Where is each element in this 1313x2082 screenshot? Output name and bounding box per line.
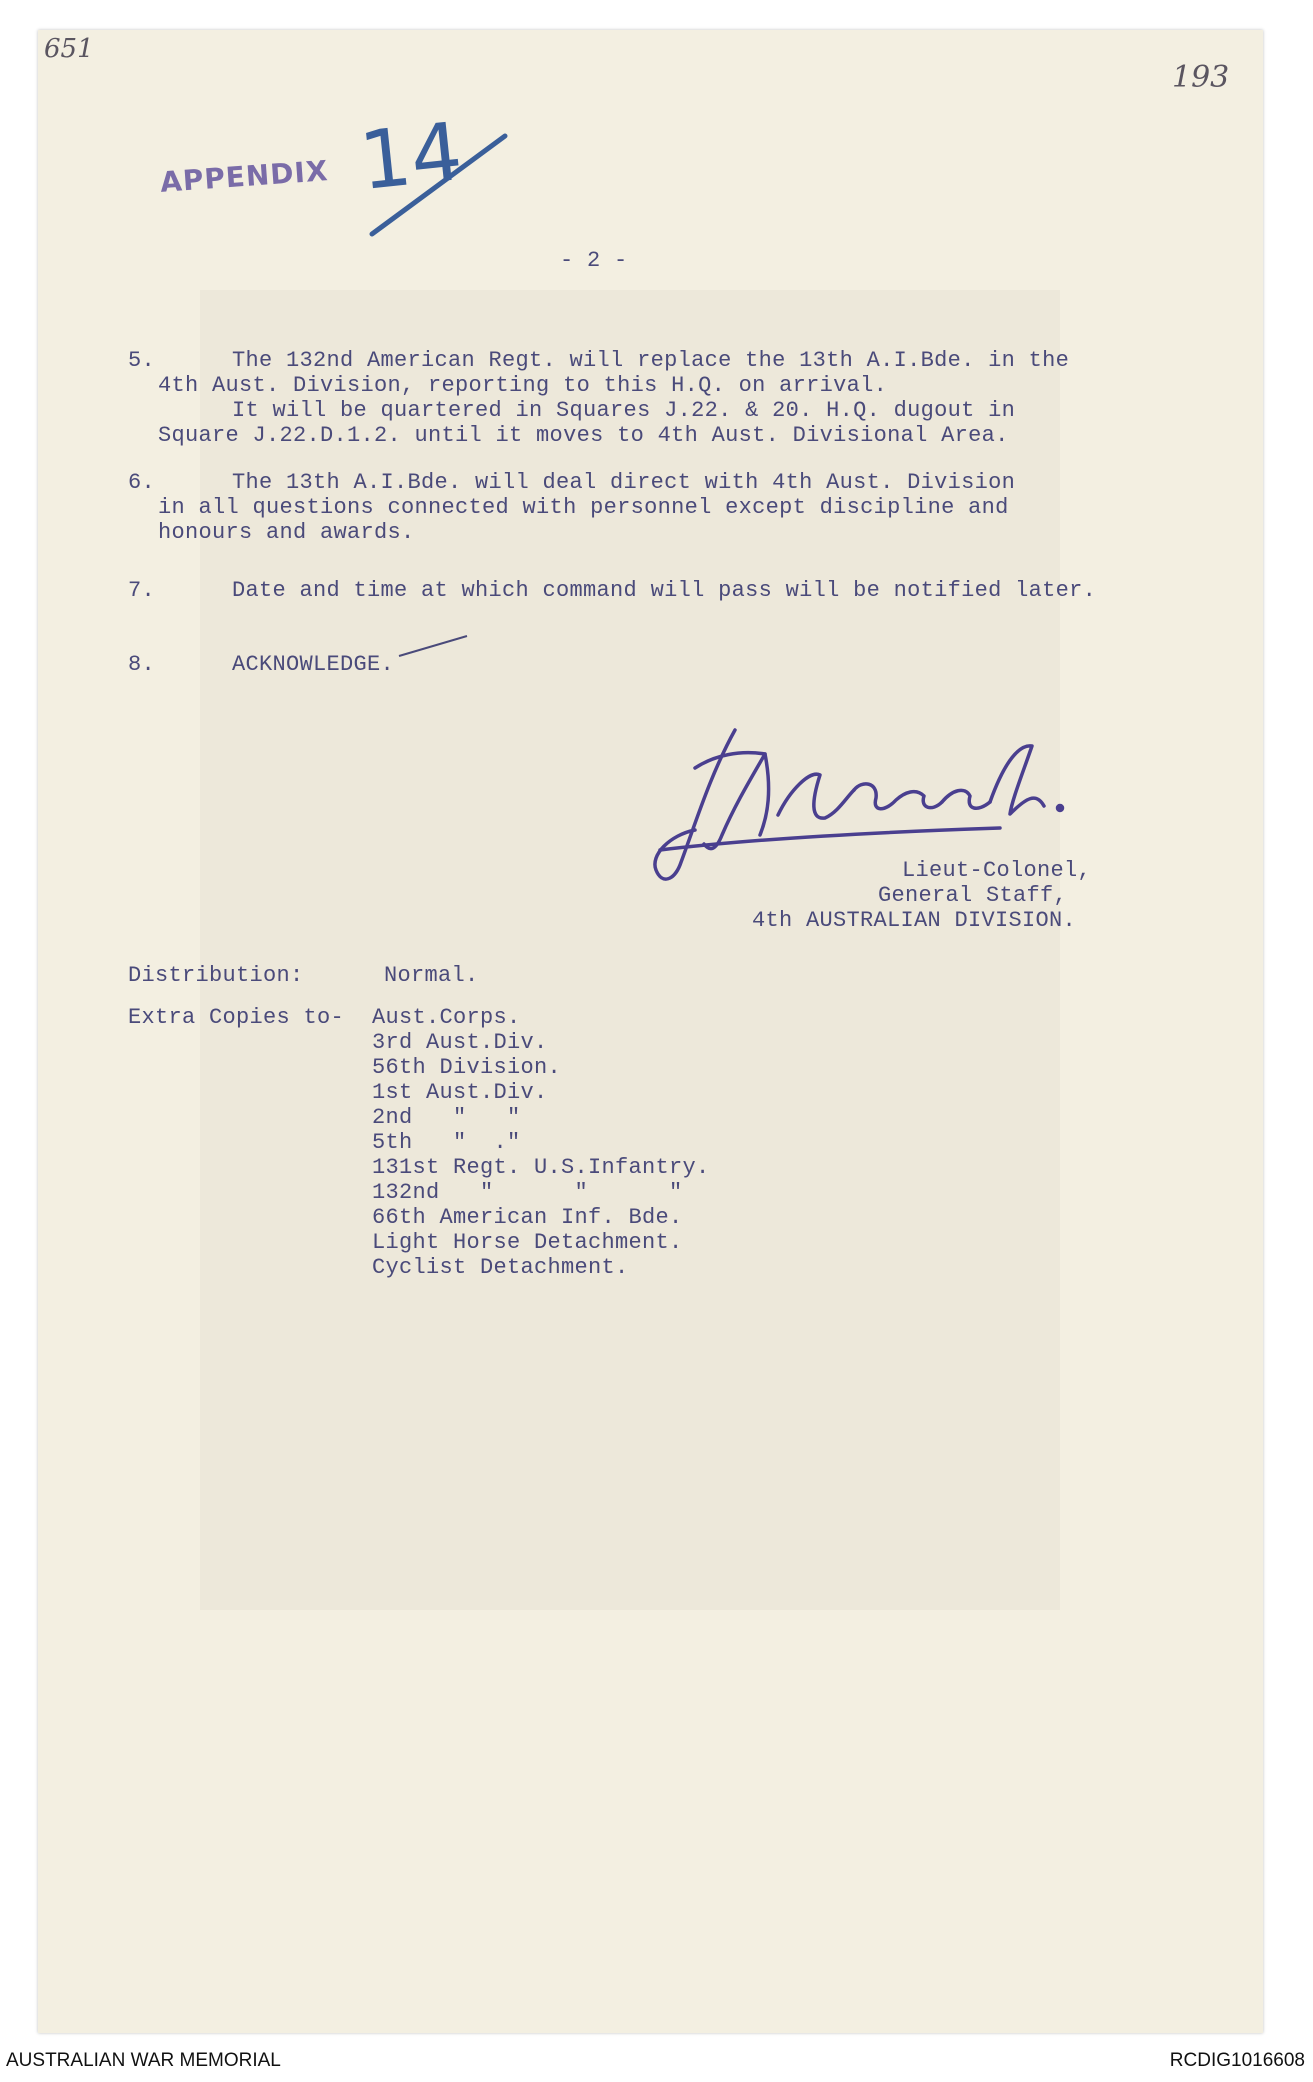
para-7-number: 7.	[128, 578, 156, 603]
para-5-line: It will be quartered in Squares J.22. & 20. H.Q. dugout in	[232, 398, 1016, 423]
footer-item-id: RCDIG1016608	[1169, 2050, 1305, 2071]
pen-stroke-mark	[360, 130, 510, 240]
para-5-line: 4th Aust. Division, reporting to this H.Q. on arrival.	[158, 373, 888, 398]
extra-copies-label: Extra Copies to-	[128, 1005, 345, 1030]
extra-copies-item: 2nd " "	[372, 1105, 521, 1130]
para-6-line: in all questions connected with personnel except discipline and	[158, 495, 1009, 520]
acknowledge-text: ACKNOWLEDGE.	[232, 652, 395, 677]
footer-archive-name: AUSTRALIAN WAR MEMORIAL	[6, 2050, 281, 2071]
para-6-line: The 13th A.I.Bde. will deal direct with 4th Aust. Division	[232, 470, 1016, 495]
extra-copies-item: 1st Aust.Div.	[372, 1080, 548, 1105]
folio-right: 193	[1172, 60, 1230, 95]
page-number: - 2 -	[560, 248, 628, 273]
para-8-number: 8.	[128, 652, 156, 677]
signature-role: General Staff,	[878, 883, 1068, 908]
extra-copies-item: 131st Regt. U.S.Infantry.	[372, 1155, 710, 1180]
tick-mark	[395, 630, 475, 670]
folio-left: 651	[44, 34, 94, 64]
para-6-line: honours and awards.	[158, 520, 415, 545]
signature-unit: 4th AUSTRALIAN DIVISION.	[752, 908, 1077, 933]
extra-copies-item: 3rd Aust.Div.	[372, 1030, 548, 1055]
distribution-value: Normal.	[384, 963, 479, 988]
extra-copies-item: 66th American Inf. Bde.	[372, 1205, 683, 1230]
para-6-number: 6.	[128, 470, 156, 495]
extra-copies-item: 56th Division.	[372, 1055, 562, 1080]
extra-copies-item: 132nd " " "	[372, 1180, 683, 1205]
para-5-line: Square J.22.D.1.2. until it moves to 4th Aust. Divisional Area.	[158, 423, 1009, 448]
para-5-line: The 132nd American Regt. will replace the 13th A.I.Bde. in the	[232, 348, 1070, 373]
signature-rank: Lieut-Colonel,	[902, 858, 1092, 883]
extra-copies-item: Cyclist Detachment.	[372, 1255, 629, 1280]
para-7-line: Date and time at which command will pass will be notified later.	[232, 578, 1097, 603]
distribution-label: Distribution:	[128, 963, 304, 988]
appendix-stamp: APPENDIX	[159, 154, 330, 199]
appendix-number: 14	[355, 104, 467, 209]
para-5-number: 5.	[128, 348, 156, 373]
extra-copies-item: 5th " ."	[372, 1130, 521, 1155]
extra-copies-item: Light Horse Detachment.	[372, 1230, 683, 1255]
extra-copies-item: Aust.Corps.	[372, 1005, 521, 1030]
